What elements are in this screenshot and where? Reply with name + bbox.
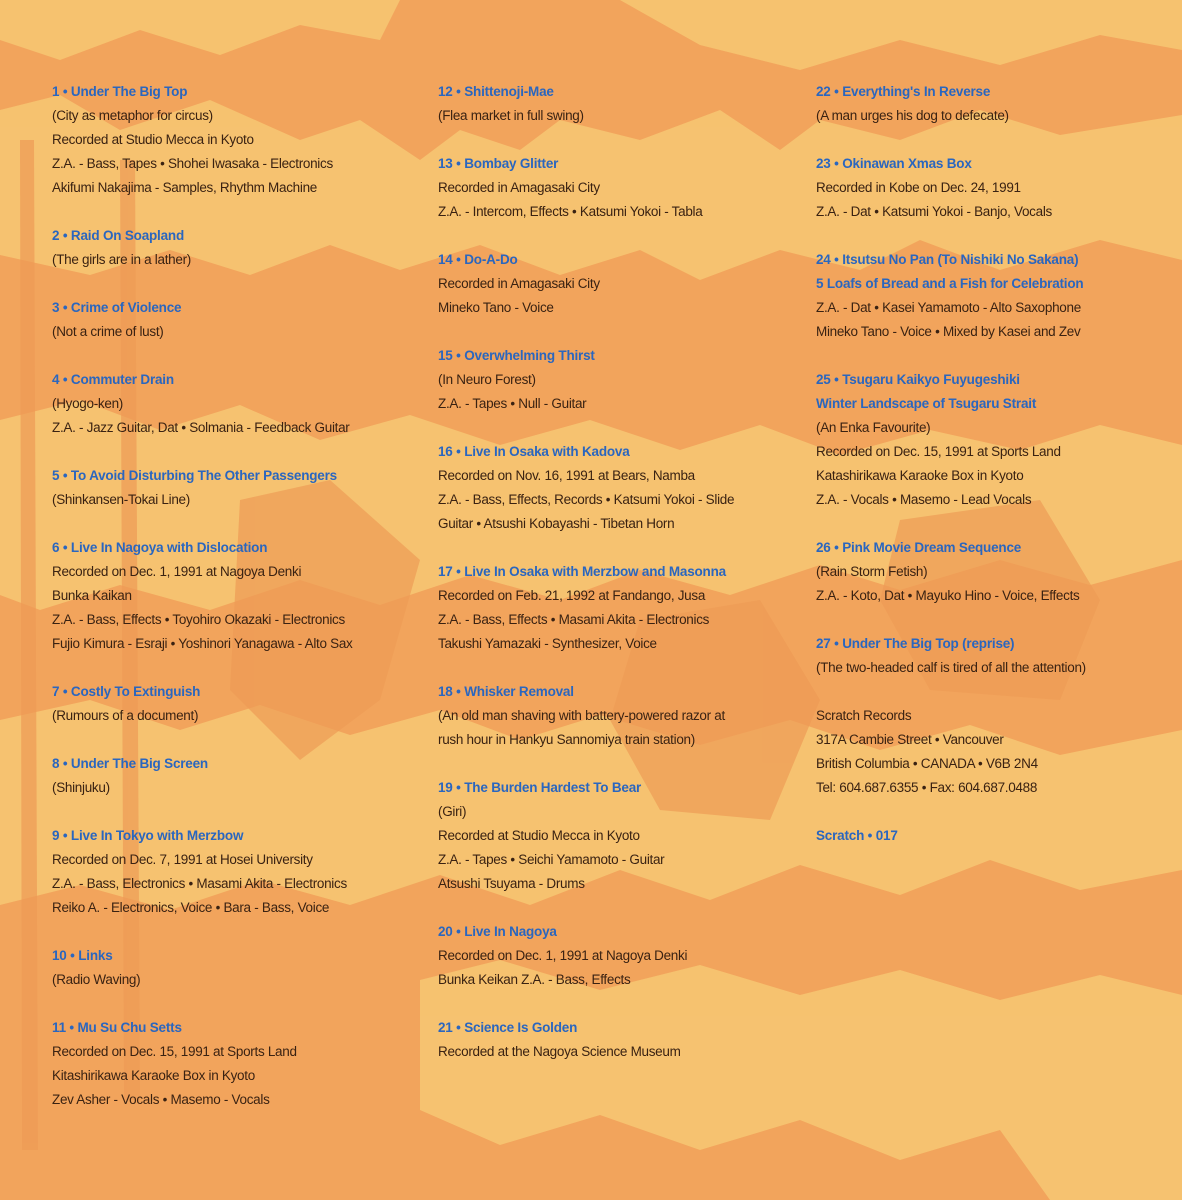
catalog-number [816, 824, 1156, 848]
track-entry [52, 464, 412, 512]
track-entry [816, 248, 1156, 344]
track-title: 20 • Live In Nagoya [438, 924, 557, 939]
track-detail: (The girls are in a lather) [52, 252, 191, 267]
track-title: 4 • Commuter Drain [52, 372, 174, 387]
track-detail: Bunka Kaikan [52, 588, 132, 603]
track-column-1 [52, 80, 412, 1136]
track-entry [438, 152, 798, 224]
track-entry [438, 80, 798, 128]
track-detail: Reiko A. - Electronics, Voice • Bara - Bass, Voice [52, 900, 330, 915]
track-detail: Recorded on Dec. 1, 1991 at Nagoya Denki [438, 948, 688, 963]
track-title: 27 • Under The Big Top (reprise) [816, 636, 1015, 651]
track-detail: Recorded at the Nagoya Science Museum [438, 1044, 681, 1059]
track-detail: (A man urges his dog to defecate) [816, 108, 1009, 123]
track-entry [438, 776, 798, 896]
track-entry [52, 80, 412, 200]
track-title: 15 • Overwhelming Thirst [438, 348, 595, 363]
track-detail: (Radio Waving) [52, 972, 141, 987]
track-entry [438, 920, 798, 992]
track-detail: (An old man shaving with battery-powered razor at [438, 708, 725, 723]
track-title: 5 • To Avoid Disturbing The Other Passengers [52, 468, 337, 483]
track-title: 1 • Under The Big Top [52, 84, 188, 99]
track-detail: (Rumours of a document) [52, 708, 199, 723]
track-detail: Recorded in Amagasaki City [438, 180, 600, 195]
track-entry [816, 368, 1156, 512]
address-street: 317A Cambie Street • Vancouver [816, 732, 1004, 747]
track-title: 19 • The Burden Hardest To Bear [438, 780, 642, 795]
track-detail: Z.A. - Jazz Guitar, Dat • Solmania - Feedback Guitar [52, 420, 350, 435]
track-subtitle: 5 Loafs of Bread and a Fish for Celebration [816, 276, 1084, 291]
contact-phone-fax: Tel: 604.687.6355 • Fax: 604.687.0488 [816, 780, 1038, 795]
track-entry [52, 944, 412, 992]
track-detail: Recorded at Studio Mecca in Kyoto [52, 132, 254, 147]
track-title: 13 • Bombay Glitter [438, 156, 559, 171]
track-detail: Recorded on Dec. 1, 1991 at Nagoya Denki [52, 564, 302, 579]
track-detail: Fujio Kimura - Esraji • Yoshinori Yanagawa - Alto Sax [52, 636, 353, 651]
track-detail: (Flea market in full swing) [438, 108, 584, 123]
track-title: 8 • Under The Big Screen [52, 756, 208, 771]
track-title: 3 • Crime of Violence [52, 300, 182, 315]
track-detail: Bunka Keikan Z.A. - Bass, Effects [438, 972, 631, 987]
address-region: British Columbia • CANADA • V6B 2N4 [816, 756, 1038, 771]
track-detail: Recorded on Dec. 7, 1991 at Hosei University [52, 852, 313, 867]
track-entry [52, 296, 412, 344]
track-entry [52, 368, 412, 440]
track-title: 10 • Links [52, 948, 113, 963]
track-detail: Recorded on Feb. 21, 1992 at Fandango, Jusa [438, 588, 706, 603]
track-detail: (Shinjuku) [52, 780, 110, 795]
track-detail: Katashirikawa Karaoke Box in Kyoto [816, 468, 1024, 483]
track-detail: Recorded on Dec. 15, 1991 at Sports Land [816, 444, 1061, 459]
track-entry [52, 224, 412, 272]
track-title: 25 • Tsugaru Kaikyo Fuyugeshiki [816, 372, 1020, 387]
track-title: 24 • Itsutsu No Pan (To Nishiki No Sakana) [816, 252, 1079, 267]
track-title: 14 • Do-A-Do [438, 252, 518, 267]
track-detail: Recorded on Nov. 16, 1991 at Bears, Namba [438, 468, 695, 483]
track-title: 21 • Science Is Golden [438, 1020, 578, 1035]
track-entry [816, 80, 1156, 128]
label-name: Scratch Records [816, 708, 912, 723]
track-detail: Z.A. - Bass, Effects • Masami Akita - Electronics [438, 612, 710, 627]
track-title: 16 • Live In Osaka with Kadova [438, 444, 630, 459]
track-title: 23 • Okinawan Xmas Box [816, 156, 972, 171]
track-detail: rush hour in Hankyu Sannomiya train station) [438, 732, 695, 747]
track-entry [816, 536, 1156, 608]
track-detail: (City as metaphor for circus) [52, 108, 213, 123]
track-title: 9 • Live In Tokyo with Merzbow [52, 828, 244, 843]
track-detail: Z.A. - Dat • Katsumi Yokoi - Banjo, Vocals [816, 204, 1052, 219]
track-detail: Z.A. - Intercom, Effects • Katsumi Yokoi - Tabla [438, 204, 703, 219]
track-detail: Z.A. - Vocals • Masemo - Lead Vocals [816, 492, 1032, 507]
track-entry [438, 1016, 798, 1064]
track-entry [438, 344, 798, 416]
track-detail: Z.A. - Tapes • Null - Guitar [438, 396, 587, 411]
track-detail: Zev Asher - Vocals • Masemo - Vocals [52, 1092, 270, 1107]
track-detail: (Hyogo-ken) [52, 396, 123, 411]
track-entry [52, 824, 412, 920]
track-title: 22 • Everything's In Reverse [816, 84, 991, 99]
label-address [816, 704, 1156, 800]
track-detail: (Giri) [438, 804, 467, 819]
track-detail: Mineko Tano - Voice [438, 300, 554, 315]
track-title: 18 • Whisker Removal [438, 684, 574, 699]
track-detail: (Not a crime of lust) [52, 324, 164, 339]
track-detail: (In Neuro Forest) [438, 372, 536, 387]
track-entry [52, 536, 412, 656]
track-detail: Z.A. - Tapes • Seichi Yamamoto - Guitar [438, 852, 665, 867]
track-entry [816, 632, 1156, 680]
track-detail: Z.A. - Dat • Kasei Yamamoto - Alto Saxophone [816, 300, 1081, 315]
track-title: 6 • Live In Nagoya with Dislocation [52, 540, 268, 555]
track-detail: Mineko Tano - Voice • Mixed by Kasei and Zev [816, 324, 1081, 339]
track-title: 12 • Shittenoji-Mae [438, 84, 554, 99]
track-detail: Z.A. - Bass, Electronics • Masami Akita - Electronics [52, 876, 347, 891]
track-detail: Recorded in Amagasaki City [438, 276, 600, 291]
track-column-2 [438, 80, 798, 1088]
track-subtitle: Winter Landscape of Tsugaru Strait [816, 396, 1037, 411]
track-detail: Z.A. - Bass, Effects, Records • Katsumi Yokoi - Slide [438, 492, 735, 507]
track-entry [438, 440, 798, 536]
track-entry [816, 152, 1156, 224]
track-entry [52, 752, 412, 800]
track-detail: Recorded at Studio Mecca in Kyoto [438, 828, 640, 843]
track-title: 7 • Costly To Extinguish [52, 684, 201, 699]
track-title: 26 • Pink Movie Dream Sequence [816, 540, 1022, 555]
track-title: 17 • Live In Osaka with Merzbow and Masonna [438, 564, 726, 579]
track-detail: Recorded in Kobe on Dec. 24, 1991 [816, 180, 1021, 195]
track-entry [52, 1016, 412, 1112]
catalog-number-text: Scratch • 017 [816, 828, 898, 843]
track-detail: (The two-headed calf is tired of all the attention) [816, 660, 1086, 675]
track-detail: Atsushi Tsuyama - Drums [438, 876, 585, 891]
track-entry [52, 680, 412, 728]
track-title: 2 • Raid On Soapland [52, 228, 184, 243]
track-detail: Guitar • Atsushi Kobayashi - Tibetan Horn [438, 516, 675, 531]
track-detail: Z.A. - Bass, Tapes • Shohei Iwasaka - Electronics [52, 156, 333, 171]
track-entry [438, 560, 798, 656]
track-detail: (An Enka Favourite) [816, 420, 931, 435]
track-title: 11 • Mu Su Chu Setts [52, 1020, 182, 1035]
track-entry [438, 248, 798, 320]
track-detail: Z.A. - Bass, Effects • Toyohiro Okazaki - Electronics [52, 612, 345, 627]
track-detail: Kitashirikawa Karaoke Box in Kyoto [52, 1068, 255, 1083]
track-detail: (Shinkansen-Tokai Line) [52, 492, 190, 507]
track-detail: Akifumi Nakajima - Samples, Rhythm Machine [52, 180, 317, 195]
track-detail: Recorded on Dec. 15, 1991 at Sports Land [52, 1044, 297, 1059]
track-detail: Takushi Yamazaki - Synthesizer, Voice [438, 636, 657, 651]
track-detail: (Rain Storm Fetish) [816, 564, 928, 579]
track-detail: Z.A. - Koto, Dat • Mayuko Hino - Voice, Effects [816, 588, 1080, 603]
track-column-3 [816, 80, 1156, 872]
track-entry [438, 680, 798, 752]
